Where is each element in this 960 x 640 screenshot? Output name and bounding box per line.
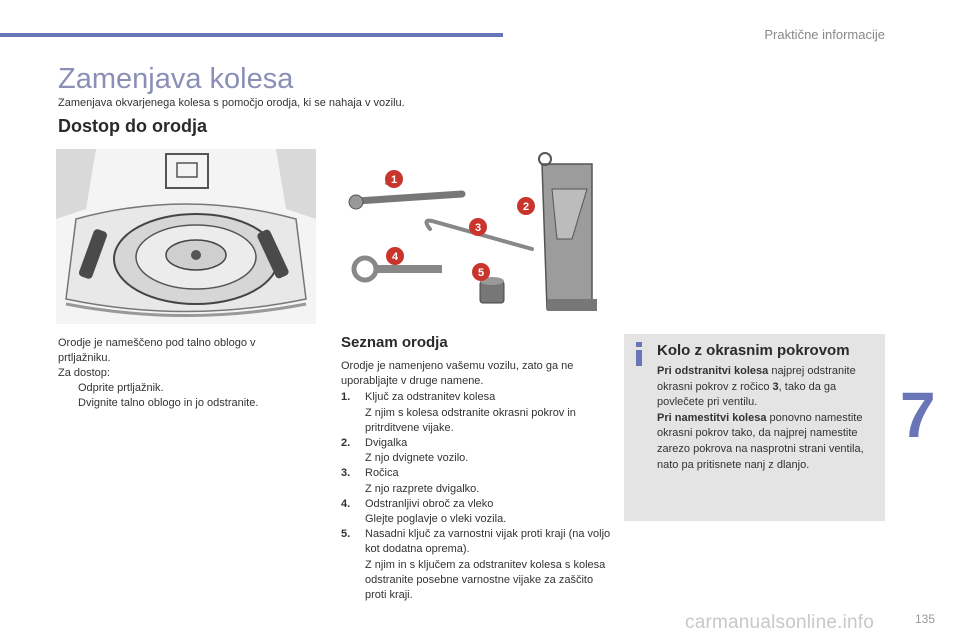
callout-2 [517, 197, 535, 215]
callout-3 [469, 218, 487, 236]
info-box [624, 334, 885, 521]
tool-item: 5. Nasadni ključ za varnostni vijak proti kraji (na voljo kot dodatna oprema). Z njim in s ključem za odstranitev kolesa s kolesa odstranite posebne varnostne vijake za zaščito proti kraji. [341, 528, 611, 602]
tool-item: 4. Odstranljivi obroč za vleko Glejte poglavje o vleki vozila. [341, 497, 507, 526]
svg-text:4: 4 [391, 251, 399, 263]
callout-4 [386, 247, 404, 265]
tools-illustration [342, 149, 606, 324]
info-text: Pri odstranitvi kolesa najprej odstranite okrasni pokrov z ročico 3, tako da ga povlečete pri ventilu. Pri namestitvi kolesa ponovno namestite okrasni pokrov tako, da najprej namestite zarezo pokrova na nasprotni strani ventila, nato pa pritisnete nanj z dlanjo. [657, 365, 864, 471]
callout-1 [385, 170, 403, 188]
access-steps [58, 381, 298, 411]
trunk-illustration [56, 149, 316, 324]
access-intro: Orodje je nameščeno pod talno oblogo v prtljažniku. [58, 337, 256, 364]
callout-5 [472, 263, 490, 281]
watermark: carmanualsonline.info [685, 612, 875, 633]
access-step: Dvignite talno oblogo in jo odstranite. [78, 397, 259, 409]
chapter-number: 7 [900, 379, 936, 451]
info-title: Kolo z okrasnim pokrovom [657, 342, 850, 359]
info-icon [632, 342, 646, 366]
access-label: Za dostop: [58, 367, 110, 379]
page-subtitle: Zamenjava okvarjenega kolesa s pomočjo orodja, ki se nahaja v vozilu. [58, 97, 405, 109]
tool-item: 1. Ključ za odstranitev kolesa Z njim s kolesa odstranite okrasni pokrov in pritrditvene vijake. [341, 391, 576, 434]
tool-item: 3. Ročica Z njo razprete dvigalko. [341, 467, 480, 495]
tool-list [341, 359, 611, 603]
access-instructions [58, 336, 298, 411]
header-accent-bar [0, 33, 503, 37]
svg-text:1: 1 [390, 174, 398, 186]
svg-text:2: 2 [522, 201, 530, 213]
svg-text:5: 5 [477, 267, 485, 279]
svg-text:3: 3 [474, 222, 482, 234]
tool-item: 2. Dvigalka Z njo dvignete vozilo. [341, 437, 469, 465]
tool-list-intro: Orodje je namenjeno vašemu vozilu, zato ga ne uporabljajte v druge namene. [341, 360, 574, 388]
page-number: 135 [914, 612, 935, 626]
access-step: Odprite prtljažnik. [78, 382, 164, 394]
access-heading: Dostop do orodja [58, 116, 207, 136]
tool-list-heading: Seznam orodja [341, 334, 448, 351]
page-title: Zamenjava kolesa [58, 63, 294, 95]
section-label: Praktične informacije [764, 27, 885, 42]
